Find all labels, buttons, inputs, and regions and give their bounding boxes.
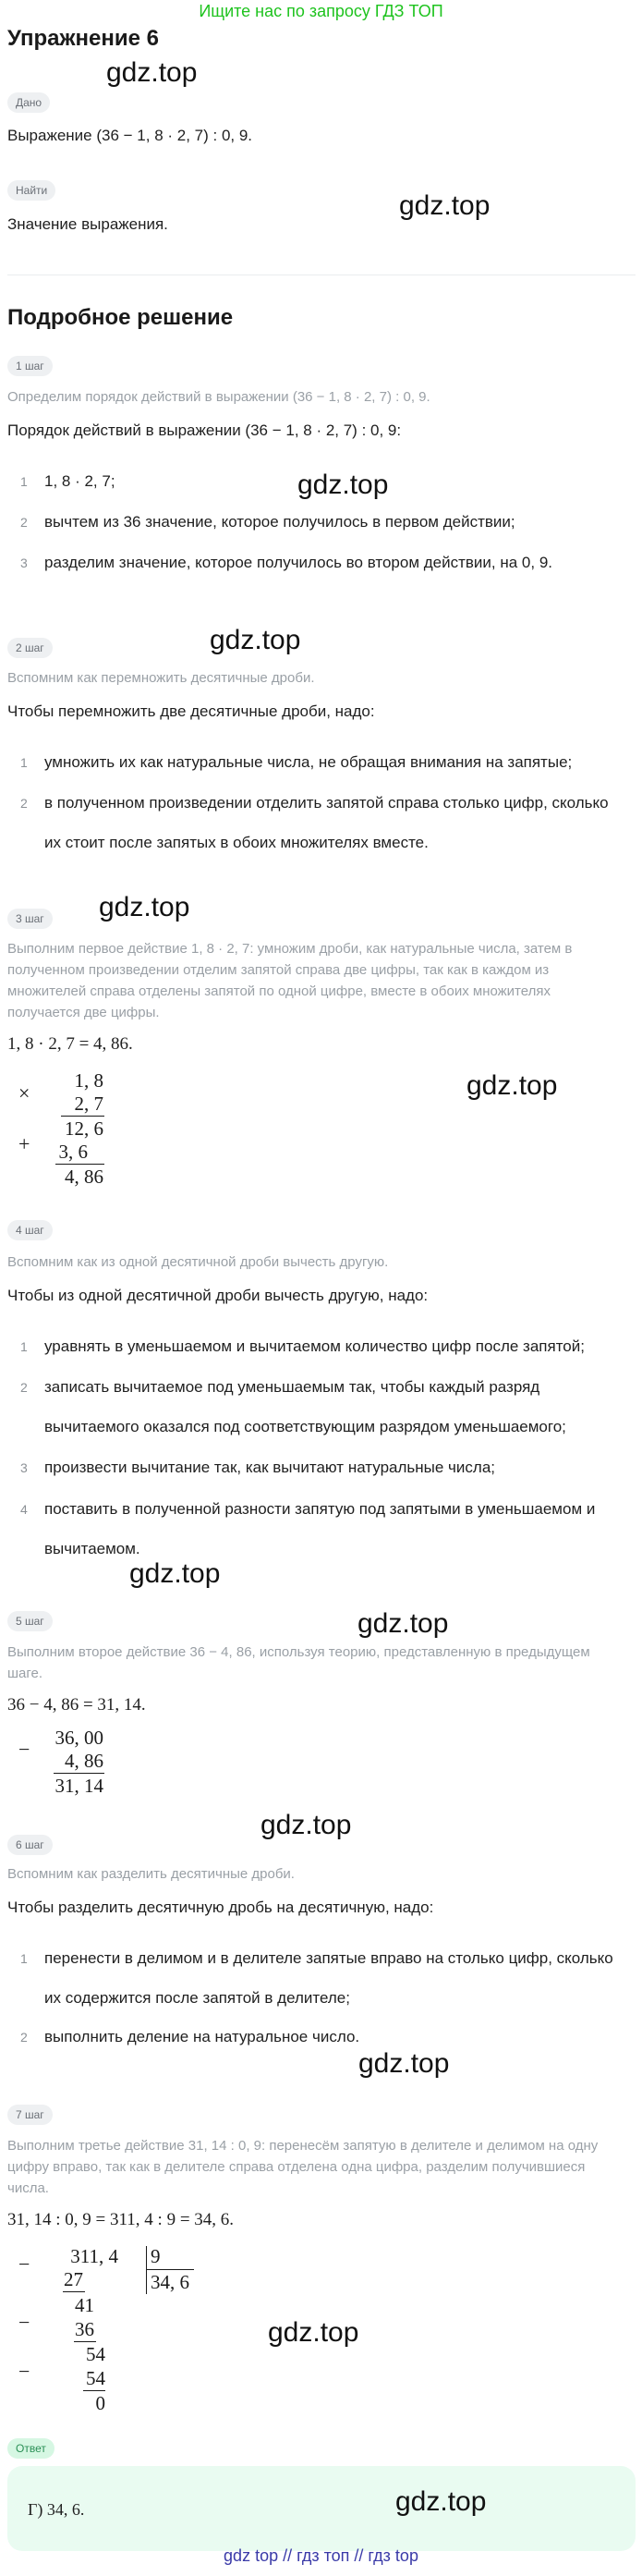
list-number: 1	[20, 755, 28, 770]
watermark: gdz.top	[297, 470, 389, 500]
list-number: 2	[20, 515, 28, 530]
calc-subtrahend: 36	[75, 2318, 94, 2340]
given-text: Выражение (36 − 1, 8 · 2, 7) : 0, 9.	[7, 127, 253, 144]
list-item: умножить их как натуральные числа, не обращая внимания на запятые;	[44, 753, 573, 771]
calc-partial: 12, 6	[65, 1117, 103, 1140]
calc-operand: 4, 86	[65, 1750, 103, 1772]
calc-line	[54, 1773, 104, 1774]
calc-quotient: 34, 6	[151, 2271, 189, 2293]
calc-dividend: 311, 4	[70, 2245, 118, 2267]
list-number: 1	[20, 1951, 28, 1966]
list-number: 2	[20, 1380, 28, 1395]
solution-title: Подробное решение	[7, 305, 234, 330]
minus-sign: −	[18, 2360, 30, 2383]
calc-remainder: 54	[86, 2343, 105, 2365]
step-2-badge: 2 шаг	[7, 638, 53, 658]
step-5-badge: 5 шаг	[7, 1611, 53, 1631]
calc-line	[61, 1116, 104, 1117]
division-bar	[146, 2246, 147, 2294]
step-2-intro: Чтобы перемножить две десятичные дроби, надо:	[7, 702, 375, 720]
calc-operand: 36, 00	[55, 1727, 103, 1749]
step-5-hint: Выполним второе действие 36 − 4, 86, используя теорию, представленную в предыдущем шаге.	[7, 1644, 590, 1681]
watermark: gdz.top	[129, 1558, 221, 1589]
watermark: gdz.top	[395, 2486, 487, 2517]
answer-badge: Ответ	[7, 2438, 55, 2459]
calc-line	[146, 2269, 194, 2270]
calc-line	[63, 2291, 85, 2292]
step-6-badge: 6 шаг	[7, 1835, 53, 1855]
calc-operand: 2, 7	[74, 1093, 103, 1115]
step-3-badge: 3 шаг	[7, 909, 53, 929]
find-text: Значение выражения.	[7, 215, 168, 233]
answer-text: Г) 34, 6.	[28, 2500, 85, 2519]
calc-line	[74, 2341, 96, 2342]
step-3-hint: Выполним первое действие 1, 8 · 2, 7: умножим дроби, как натуральные числа, затем в полученном произведении отделим запятой справа две цифры, так как в каждом из множителей справа отделены запятой по одной цифре, вместе в обоих множителях получается две цифры.	[7, 941, 573, 1020]
calc-result: 31, 14	[55, 1775, 103, 1797]
list-number: 1	[20, 474, 28, 489]
step-4-hint: Вспомним как из одной десятичной дроби вычесть другую.	[7, 1254, 389, 1270]
calc-result: 4, 86	[65, 1166, 103, 1188]
list-item: 1, 8 · 2, 7;	[44, 472, 115, 490]
page-title: Упражнение 6	[7, 26, 159, 51]
list-number: 2	[20, 2030, 28, 2045]
watermark: gdz.top	[357, 1608, 449, 1639]
calc-partial: 3, 6	[58, 1141, 88, 1163]
step-5-result: 36 − 4, 86 = 31, 14.	[7, 1695, 146, 1715]
list-item: поставить в полученной разности запятую под запятыми в уменьшаемом и вычитаемом.	[44, 1500, 596, 1557]
list-item: в полученном произведении отделить запятой справа столько цифр, сколько их стоит после запятых в обоих множителях вместе.	[44, 794, 609, 851]
watermark: gdz.top	[268, 2317, 359, 2348]
watermark: gdz.top	[399, 190, 491, 221]
top-banner: Ищите нас по запросу ГДЗ ТОП	[199, 2, 443, 20]
step-4-intro: Чтобы из одной десятичной дроби вычесть другую, надо:	[7, 1287, 429, 1304]
step-1-intro: Порядок действий в выражении (36 − 1, 8 · 2, 7) : 0, 9:	[7, 421, 402, 439]
step-3-result: 1, 8 · 2, 7 = 4, 86.	[7, 1034, 133, 1054]
answer-box	[7, 2466, 636, 2551]
list-number: 3	[20, 555, 28, 570]
calc-line	[83, 2390, 105, 2391]
calc-subtrahend: 54	[86, 2367, 105, 2389]
minus-sign: −	[18, 2252, 30, 2276]
watermark: gdz.top	[260, 1810, 352, 1840]
list-number: 3	[20, 1460, 28, 1475]
list-item: произвести вычитание так, как вычитают натуральные числа;	[44, 1459, 495, 1476]
minus-sign: −	[18, 2311, 30, 2334]
list-item: вычтем из 36 значение, которое получилось в первом действии;	[44, 513, 515, 531]
list-number: 1	[20, 1339, 28, 1354]
watermark: gdz.top	[466, 1070, 558, 1101]
step-6-intro: Чтобы разделить десятичную дробь на десятичную, надо:	[7, 1898, 434, 1916]
plus-sign: +	[18, 1132, 30, 1155]
step-1-badge: 1 шаг	[7, 356, 53, 376]
list-item: записать вычитаемое под уменьшаемым так, чтобы каждый разряд вычитаемого оказался под соответствующим разрядом уменьшаемого;	[44, 1378, 566, 1435]
watermark: gdz.top	[106, 57, 198, 88]
minus-sign: −	[18, 1738, 30, 1761]
step-4-badge: 4 шаг	[7, 1220, 53, 1240]
list-item: разделим значение, которое получилось во втором действии, на 0, 9.	[44, 554, 553, 571]
calc-remainder: 41	[75, 2294, 94, 2316]
given-badge: Дано	[7, 92, 50, 113]
footer-links[interactable]: gdz top // гдз топ // гдз top	[224, 2546, 418, 2565]
calc-divisor: 9	[151, 2245, 161, 2267]
step-6-hint: Вспомним как разделить десятичные дроби.	[7, 1866, 295, 1882]
list-number: 4	[20, 1502, 28, 1517]
calc-remainder: 0	[95, 2392, 105, 2414]
list-item: перенести в делимом и в делителе запятые вправо на столько цифр, сколько их содержится после запятой в делителе;	[44, 1949, 613, 2007]
find-badge: Найти	[7, 180, 55, 201]
list-item: уравнять в уменьшаемом и вычитаемом количество цифр после запятой;	[44, 1337, 585, 1355]
step-7-badge: 7 шаг	[7, 2105, 53, 2125]
list-item: выполнить деление на натуральное число.	[44, 2028, 360, 2045]
step-7-result: 31, 14 : 0, 9 = 311, 4 : 9 = 34, 6.	[7, 2210, 235, 2229]
list-number: 2	[20, 796, 28, 811]
calc-operand: 1, 8	[74, 1069, 103, 1092]
step-1-hint: Определим порядок действий в выражении (36 − 1, 8 · 2, 7) : 0, 9.	[7, 389, 430, 405]
calc-line	[55, 1164, 104, 1165]
calc-subtrahend: 27	[64, 2268, 83, 2290]
watermark: gdz.top	[210, 625, 301, 655]
watermark: gdz.top	[99, 892, 190, 922]
watermark: gdz.top	[358, 2048, 450, 2079]
multiply-sign: ×	[18, 1081, 30, 1105]
step-7-hint: Выполним третье действие 31, 14 : 0, 9: перенесём запятую в делителе и делимом на одну цифру вправо, так как в делителе справа отделена одна цифра, разделим получившиеся числа.	[7, 2138, 599, 2196]
step-2-hint: Вспомним как перемножить десятичные дроби.	[7, 670, 315, 686]
